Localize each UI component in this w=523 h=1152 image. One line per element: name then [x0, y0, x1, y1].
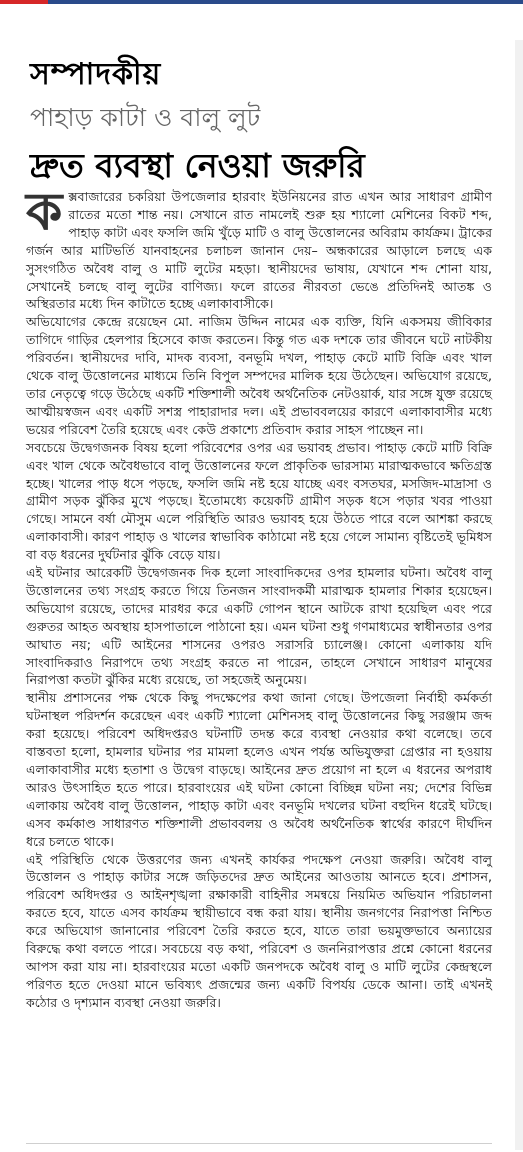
article-paragraph-2: অভিযোগের কেন্দ্রে রয়েছেন মো. নাজিম উদ্দিন নামের এক ব্যক্তি, যিনি একসময় জীবিকার তাগিদে গাড়ির হেলপার হিসেবে কাজ করতেন। কিন্তু গত এক দশকে তার জীবনে ঘটে নাটকীয় পরিবর্তন। স্থানীয়দের দাবি, মাদক ব্যবসা, বনভূমি দখল, পাহাড় কেটে মাটি বিক্রি এবং খাল থেকে বালু উত্তোলনের মাধ্যমে তিনি বিপুল সম্পদের মালিক হয়ে উঠেছেন। অভিযোগ রয়েছে, তার নেতৃত্বে গড়ে উঠেছে একটি শক্তিশালী অবৈধ অর্থনৈতিক নেটওয়ার্ক, যার সঙ্গে যুক্ত রয়েছে আত্মীয়স্বজন এবং একটি সশস্ত্র পাহারাদার দল। এই প্রভাববলয়ের কারণে এলাকাবাসীর মধ্যে ভয়ের পরিবেশ তৈরি হয়েছে এবং কেউ প্রকাশ্যে প্রতিবাদ করার সাহস পাচ্ছেন না।: [26, 314, 492, 437]
article-paragraph-1: [26, 182, 492, 313]
article-paragraph-5: স্থানীয় প্রশাসনের পক্ষ থেকে কিছু পদক্ষেপের কথা জানা গেছে। উপজেলা নির্বাহী কর্মকর্তা ঘটনাস্থল পরিদর্শন করেছেন এবং একটি শ্যালো মেশিনসহ বালু উত্তোলনের কিছু সরঞ্জাম জব্দ করা হয়েছে। পরিবেশ অধিদপ্তরও ঘটনাটি তদন্ত করে ব্যবস্থা নেওয়ার কথা বলেছে। তবে বাস্তবতা হলো, হামলার ঘটনার পর মামলা হলেও এখন পর্যন্ত অভিযুক্তরা গ্রেপ্তার না হওয়ায় এলাকাবাসীর মধ্যে হতাশা ও উদ্বেগ বাড়ছে। আইনের দ্রুত প্রয়োগ না হলে এ ধরনের অপরাধ আরও উৎসাহিত হতে পারে। হারবাংয়ের এই ঘটনা কোনো বিচ্ছিন্ন ঘটনা নয়; দেশের বিভিন্ন এলাকায় অবৈধ বালু উত্তোলন, পাহাড় কাটা এবং বনভূমি দখলের ঘটনা বহুদিন ধরেই ঘটছে। এসব কর্মকাণ্ড সাধারণত শক্তিশালী প্রভাববলয় ও অবৈধ অর্থনৈতিক স্বার্থের কারণে দীর্ঘদিন ধরে চলতে থাকে।: [26, 690, 492, 849]
article-headline: দ্রুত ব্যবস্থা নেওয়া জরুরি: [30, 146, 365, 185]
top-bar-red-segment: [0, 0, 48, 4]
top-color-bar: [0, 0, 523, 10]
drop-cap: ক: [26, 182, 63, 242]
cut-off-next-article: [26, 1143, 492, 1152]
article-paragraph-3: সবচেয়ে উদ্বেগজনক বিষয় হলো পরিবেশের ওপর এর ভয়াবহ প্রভাব। পাহাড় কেটে মাটি বিক্রি এবং খাল থেকে অবৈধভাবে বালু উত্তোলনের ফলে প্রাকৃতিক ভারসাম্য মারাত্মকভাবে ক্ষতিগ্রস্ত হচ্ছে। খালের পাড় ধসে পড়ছে, ফসলি জমি নষ্ট হয়ে যাচ্ছে এবং বসতঘর, মসজিদ-মাদ্রাসা ও গ্রামীণ সড়ক ঝুঁকির মুখে পড়ছে। ইতোমধ্যে কয়েকটি গ্রামীণ সড়ক ধসে পড়ার খবর পাওয়া গেছে। সামনে বর্ষা মৌসুম এলে পরিস্থিতি আরও ভয়াবহ হয়ে উঠতে পারে বলে আশঙ্কা করছে এলাকাবাসী। কারণ পাহাড় ও খালের স্বাভাবিক কাঠামো নষ্ট হয়ে গেলে সামান্য বৃষ্টিতেই ভূমিধস বা বড় ধরনের দুর্ঘটনার ঝুঁকি বেড়ে যায়।: [26, 439, 492, 563]
article-body: [26, 182, 492, 1012]
top-bar-blue-segment: [48, 0, 523, 4]
paragraph-text: ক্সবাজারের চকরিয়া উপজেলার হারবাং ইউনিয়নের রাত এখন আর সাধারণ গ্রামীণ রাতের মতো শান্ত নয়। সেখানে রাত নামলেই শুরু হয় শ্যালো মেশিনের বিকট শব্দ, পাহাড় কাটা এবং ফসলি জমি খুঁড়ে মাটি ও বালু উত্তোলনের অবিরাম কার্যক্রম। ট্রাকের গর্জন আর মাটিভর্তি যানবাহনের চলাচল জানান দেয়– অন্ধকারের আড়ালে চলছে এক সুসংগঠিত অবৈধ বালু ও মাটি লুটের মহড়া। স্থানীয়দের ভাষায়, যেখানে শব্দ শোনা যায়, সেখানেই চলছে বালু লুটের বাণিজ্য। ফলে রাতের নীরবতা ভেঙে প্রতিদিনই আতঙ্ক ও অস্থিরতার মধ্যে দিন কাটাতে হচ্ছে এলাকাবাসীকে।: [26, 189, 492, 312]
article-subtitle: পাহাড় কাটা ও বালু লুট: [30, 103, 261, 132]
section-masthead: সম্পাদকীয়: [30, 57, 162, 92]
article-paragraph-6: এই পরিস্থিতি থেকে উত্তরণের জন্য এখনই কার্যকর পদক্ষেপ নেওয়া জরুরি। অবৈধ বালু উত্তোলন ও পাহাড় কাটার সঙ্গে জড়িতদের দ্রুত আইনের আওতায় আনতে হবে। প্রশাসন, পরিবেশ অধিদপ্তর ও আইনশৃঙ্খলা রক্ষাকারী বাহিনীর সমন্বয়ে নিয়মিত অভিযান পরিচালনা করতে হবে, যাতে এসব কার্যক্রম স্থায়ীভাবে বন্ধ করা যায়। স্থানীয় জনগণের নিরাপত্তা নিশ্চিত করে অভিযোগ জানানোর পরিবেশ তৈরি করতে হবে, যাতে তারা ভয়মুক্তভাবে অন্যায়ের বিরুদ্ধে কথা বলতে পারে। সবচেয়ে বড় কথা, পরিবেশ ও জননিরাপত্তার প্রশ্নে কোনো ধরনের আপস করা যায় না। হারবাংয়ের মতো একটি জনপদকে অবৈধ বালু ও মাটি লুটের কেন্দ্রস্থলে পরিণত হতে দেওয়া মানে ভবিষ্যৎ প্রজন্মের জন্য একটি বিপর্যয় ডেকে আনা। তাই এখনই কঠোর ও দৃশ্যমান ব্যবস্থা নেওয়া জরুরি।: [26, 851, 492, 1010]
article-paragraph-4: এই ঘটনার আরেকটি উদ্বেগজনক দিক হলো সাংবাদিকদের ওপর হামলার ঘটনা। অবৈধ বালু উত্তোলনের তথ্য সংগ্রহ করতে গিয়ে তিনজন সাংবাদকর্মী মারাত্মক হামলার শিকার হয়েছেন। অভিযোগ রয়েছে, তাদের মারধর করে একটি গোপন স্থানে আটকে রাখা হয়েছিল এবং পরে গুরুতর আহত অবস্থায় হাসপাতালে পাঠানো হয়। এমন ঘটনা শুধু গণমাধ্যমের স্বাধীনতার ওপর আঘাত নয়; এটি আইনের শাসনের ওপরও সরাসরি চ্যালেঞ্জ। কোনো এলাকায় যদি সাংবাদিকরাও নিরাপদে তথ্য সংগ্রহ করতে না পারেন, তাহলে সেখানে সাধারণ মানুষের নিরাপত্তা কতটা ঝুঁকির মধ্যে রয়েছে, তা সহজেই অনুমেয়।: [26, 565, 492, 688]
right-margin-strip: [515, 40, 523, 1150]
